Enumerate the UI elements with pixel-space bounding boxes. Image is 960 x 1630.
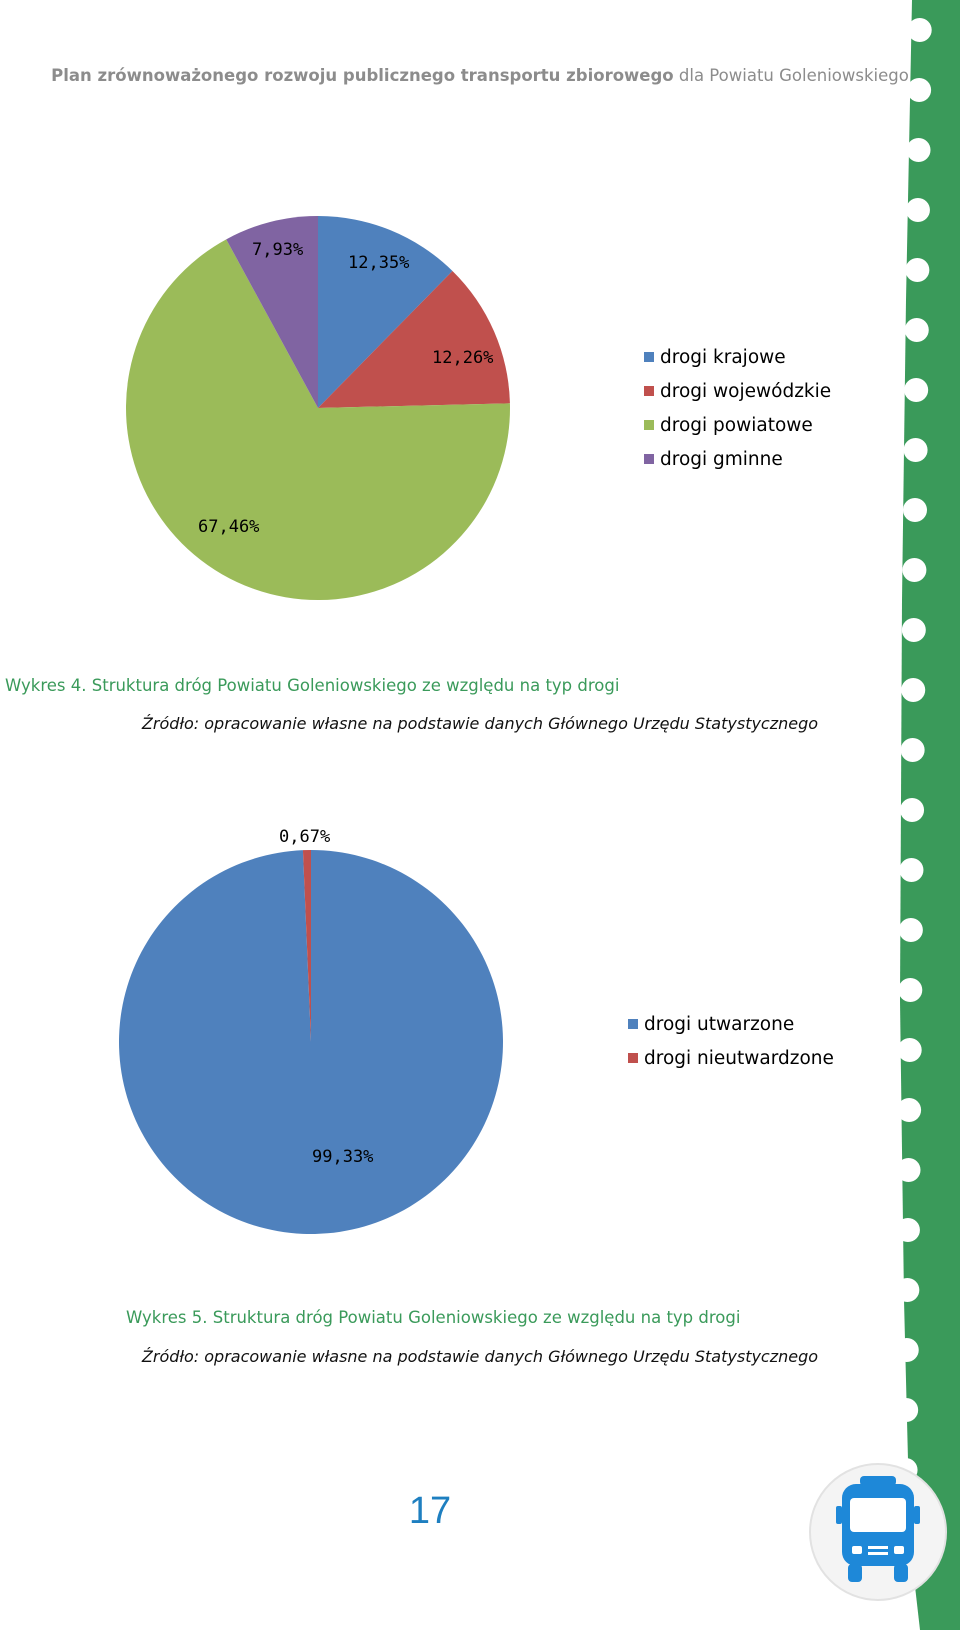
legend-label: drogi utwarzone <box>644 1013 795 1035</box>
legend-swatch <box>644 352 654 362</box>
data-label-drogi-krajowe: 12,35% <box>348 253 410 273</box>
legend-item-drogi-wojewódzkie <box>644 374 831 408</box>
chart-legend-road-types <box>644 340 831 476</box>
legend-swatch <box>644 420 654 430</box>
chart-source-wykres-5: Źródło: opracowanie własne na podstawie danych Głównego Urzędu Statystycznego <box>141 1347 819 1366</box>
chart-source-wykres-4: Źródło: opracowanie własne na podstawie danych Głównego Urzędu Statystycznego <box>141 714 819 733</box>
legend-label: drogi powiatowe <box>660 414 813 436</box>
legend-label: drogi wojewódzkie <box>660 380 832 402</box>
pie-chart-road-types <box>0 0 960 640</box>
legend-swatch <box>628 1053 638 1063</box>
legend-item-drogi-utwarzone <box>628 1007 834 1041</box>
legend-item-drogi-powiatowe <box>644 408 831 442</box>
data-label-drogi-nieutwardzone: 0,67% <box>279 827 331 847</box>
legend-swatch <box>644 454 654 464</box>
header-title-bold: Plan zrównoważonego rozwoju publicznego transportu zbiorowego <box>51 66 674 85</box>
legend-label: drogi nieutwardzone <box>644 1047 834 1069</box>
legend-swatch <box>628 1019 638 1029</box>
legend-swatch <box>644 386 654 396</box>
legend-label: drogi gminne <box>660 448 783 470</box>
data-label-drogi-wojewódzkie: 12,26% <box>432 348 494 368</box>
chart-legend-surface-types <box>628 1007 834 1075</box>
data-label-drogi-utwarzone: 99,33% <box>312 1147 374 1167</box>
legend-item-drogi-krajowe <box>644 340 831 374</box>
page-number: 17 <box>408 1490 452 1532</box>
header-title-rest: dla Powiatu Goleniowskiego <box>678 66 909 85</box>
chart-caption-wykres-5: Wykres 5. Struktura dróg Powiatu Goleniowskiego ze względu na typ drogi <box>126 1308 741 1327</box>
data-label-drogi-powiatowe: 67,46% <box>198 517 260 537</box>
bus-icon <box>808 1462 948 1602</box>
pie-slice-drogi-utwarzone <box>119 850 503 1234</box>
legend-label: drogi krajowe <box>660 346 786 368</box>
data-label-drogi-gminne: 7,93% <box>252 240 304 260</box>
legend-item-drogi-gminne <box>644 442 831 476</box>
chart-caption-wykres-4: Wykres 4. Struktura dróg Powiatu Goleniowskiego ze względu na typ drogi <box>5 676 620 695</box>
legend-item-drogi-nieutwardzone <box>628 1041 834 1075</box>
